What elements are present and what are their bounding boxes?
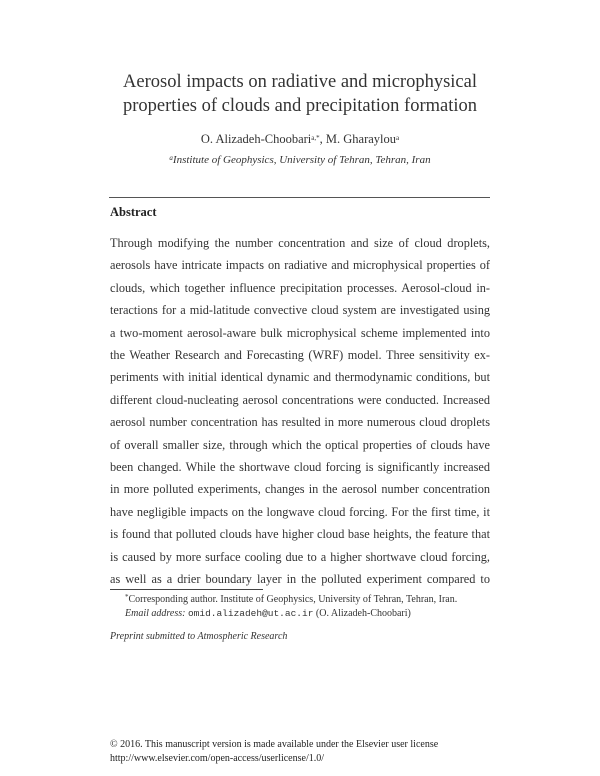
footnote-email: [125, 608, 411, 620]
abstract-heading: Abstract: [110, 205, 157, 219]
abstract-line: aerosols have intricate impacts on radiative and microphysical properties of: [110, 258, 490, 273]
abstract-line: clouds, which together influence precipitation processes. Aerosol-cloud in-: [110, 280, 490, 295]
author-superscript: a,*: [311, 133, 320, 142]
license-url[interactable]: http://www.elsevier.com/open-access/userlicense/1.0/: [110, 753, 325, 764]
preprint-note: Preprint submitted to Atmospheric Research: [110, 631, 288, 642]
author-superscript: a: [396, 133, 400, 142]
license-text: © 2016. This manuscript version is made available under the Elsevier user license: [110, 739, 439, 750]
abstract-line: in more polluted experiments, changes in the aerosol number concentration: [110, 482, 490, 497]
paper-title: [0, 70, 600, 118]
abstract-line: aerosol number concentration has resulted in more numerous cloud droplets: [110, 415, 490, 430]
abstract-line: is caused by more surface cooling due to a higher shortwave cloud forcing,: [110, 549, 490, 564]
affiliation: [0, 154, 600, 167]
abstract-line: Through modifying the number concentration and size of cloud droplets,: [110, 236, 490, 250]
abstract-line: the Weather Research and Forecasting (WRF) model. Three sensitivity ex-: [110, 348, 490, 362]
abstract-line: periments with initial identical dynamic and thermodynamic conditions, but: [110, 370, 490, 385]
author-name: O. Alizadeh-Choobari: [200, 132, 312, 146]
abstract-line: teractions for a mid-latitude convective cloud system are investigated using: [110, 303, 490, 318]
affiliation-text: Institute of Geophysics, University of Tehran, Tehran, Iran: [172, 154, 431, 166]
footnote-mark: *: [125, 592, 129, 601]
footnote-rule: [110, 589, 263, 590]
title-line: properties of clouds and precipitation formation: [123, 96, 477, 116]
abstract-line: is found that polluted clouds have higher cloud base heights, the feature that: [110, 527, 490, 542]
authors: [0, 132, 600, 147]
email-owner: (O. Alizadeh-Choobari): [315, 608, 411, 619]
abstract-line: have negligible impacts on the longwave cloud forcing. For the first time, it: [110, 504, 490, 519]
abstract-line: of overall smaller size, through which the optical properties of clouds have: [110, 437, 490, 452]
footnote-corresponding: [125, 594, 457, 606]
abstract-line: been changed. While the shortwave cloud forcing is significantly increased: [110, 460, 490, 474]
email-link[interactable]: omid.alizadeh@ut.ac.ir: [187, 608, 314, 619]
email-label: Email address:: [125, 608, 186, 619]
footnote-text: Corresponding author. Institute of Geophysics, University of Tehran, Tehran, Iran.: [128, 594, 458, 605]
author-name: M. Gharaylou: [325, 132, 396, 146]
title-line: Aerosol impacts on radiative and microphysical: [123, 72, 477, 92]
abstract-line: a two-moment aerosol-aware bulk microphysical scheme implemented into: [110, 325, 490, 340]
abstract-line: different cloud-nucleating aerosol concentrations were conducted. Increased: [110, 392, 490, 407]
author-separator: ,: [319, 132, 326, 146]
abstract-rule: [109, 197, 490, 198]
affiliation-superscript: a: [169, 153, 173, 162]
abstract-line: as well as a drier boundary layer in the polluted experiment compared to: [110, 572, 490, 586]
